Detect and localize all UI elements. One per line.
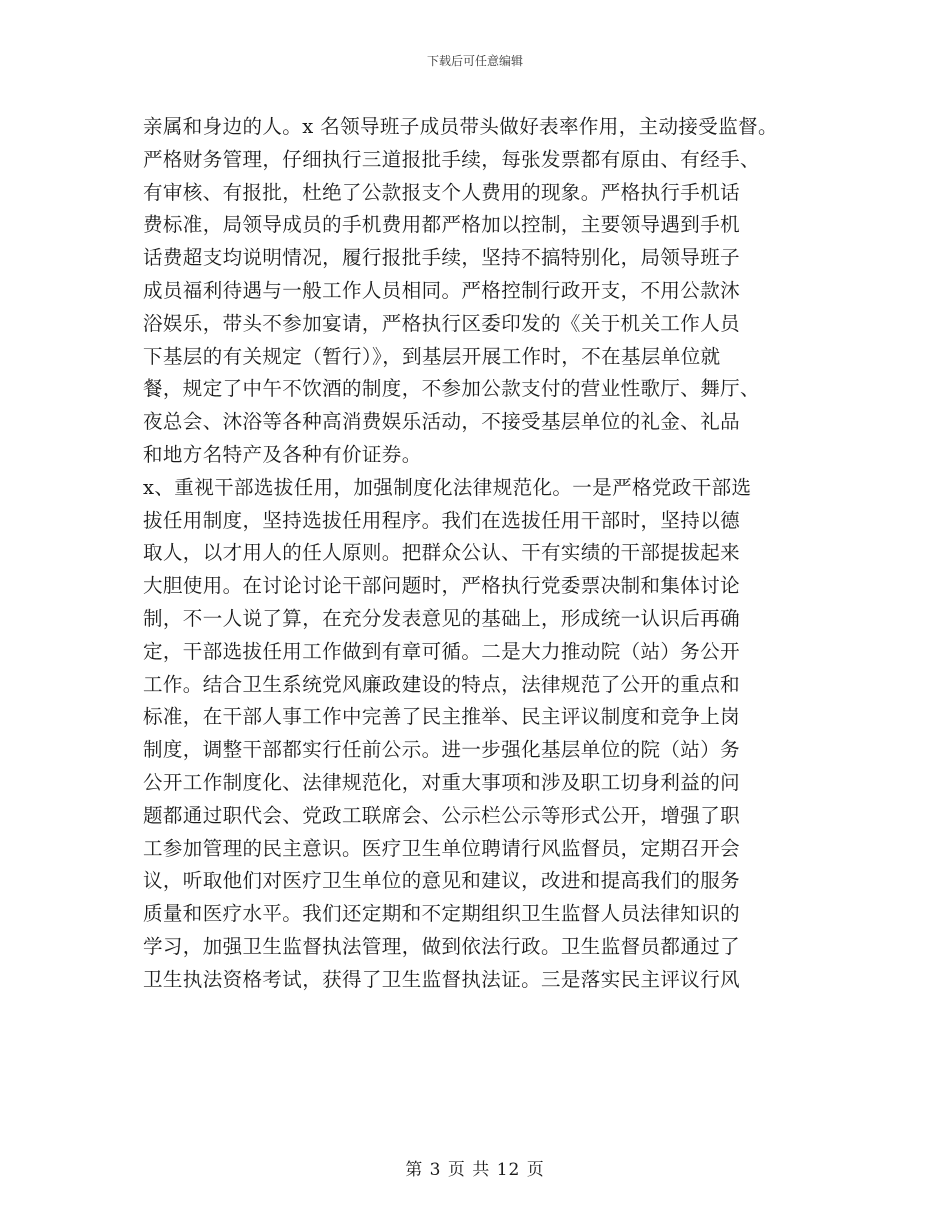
page-header: 下载后可任意编辑 xyxy=(426,54,523,68)
text-line: 餐，规定了中午不饮酒的制度，不参加公款支付的营业性歌厅、舞厅、 xyxy=(143,377,760,401)
text-line: 浴娱乐，带头不参加宴请，严格执行区委印发的《关于机关工作人员 xyxy=(143,311,741,335)
text-line: 制，不一人说了算，在充分发表意见的基础上，形成统一认识后再确 xyxy=(143,606,741,630)
text-line: 取人，以才用人的任人原则。把群众公认、干有实绩的干部提拔起来 xyxy=(143,541,741,565)
text-line: 制度，调整干部都实行任前公示。进一步强化基层单位的院（站）务 xyxy=(143,738,741,762)
text-line: 严格财务管理，仔细执行三道报批手续，每张发票都有原由、有经手、 xyxy=(143,147,760,171)
text-line: 费标准，局领导成员的手机费用都严格加以控制，主要领导遇到手机 xyxy=(143,213,741,237)
text-line: 学习，加强卫生监督执法管理，做到依法行政。卫生监督员都通过了 xyxy=(143,934,741,958)
text-line: 卫生执法资格考试，获得了卫生监督执法证。三是落实民主评议行风 xyxy=(143,967,741,991)
text-line: 和地方名特产及各种有价证券。 xyxy=(143,442,422,466)
text-line: 成员福利待遇与一般工作人员相同。严格控制行政开支，不用公款沐 xyxy=(143,278,741,302)
text-line: 亲属和身边的人。x 名领导班子成员带头做好表率作用，主动接受监督。 xyxy=(143,115,778,138)
text-line: 拔任用制度，坚持选拔任用程序。我们在选拔任用干部时，坚持以德 xyxy=(143,508,741,532)
text-line: 质量和医疗水平。我们还定期和不定期组织卫生监督人员法律知识的 xyxy=(143,902,741,926)
text-line: 工作。结合卫生系统党风廉政建设的特点，法律规范了公开的重点和 xyxy=(143,672,741,696)
text-line: 工参加管理的民主意识。医疗卫生单位聘请行风监督员，定期召开会 xyxy=(143,836,741,860)
text-line: 公开工作制度化、法律规范化，对重大事项和涉及职工切身利益的问 xyxy=(143,770,741,794)
text-line: 大胆使用。在讨论讨论干部问题时，严格执行党委票决制和集体讨论 xyxy=(143,574,741,598)
text-line: 夜总会、沐浴等各种高消费娱乐活动，不接受基层单位的礼金、礼品 xyxy=(143,410,741,434)
text-line: 下基层的有关规定（暂行）》，到基层开展工作时，不在基层单位就 xyxy=(143,344,721,368)
text-line: 话费超支均说明情况，履行报批手续，坚持不搞特别化，局领导班子 xyxy=(143,246,741,270)
text-line: 标准，在干部人事工作中完善了民主推举、民主评议制度和竞争上岗 xyxy=(143,705,741,729)
page-number-footer: 第 3 页 共 12 页 xyxy=(405,1160,545,1180)
text-line: 题都通过职代会、党政工联席会、公示栏公示等形式公开，增强了职 xyxy=(143,803,741,827)
document-body xyxy=(143,111,823,997)
text-line: 定，干部选拔任用工作做到有章可循。二是大力推动院（站）务公开 xyxy=(143,639,741,663)
text-line: 议，听取他们对医疗卫生单位的意见和建议，改进和提高我们的服务 xyxy=(143,869,741,893)
text-line: x、重视干部选拔任用，加强制度化法律规范化。一是严格党政干部选 xyxy=(143,475,752,499)
text-line: 有审核、有报批，杜绝了公款报支个人费用的现象。严格执行手机话 xyxy=(143,180,741,204)
